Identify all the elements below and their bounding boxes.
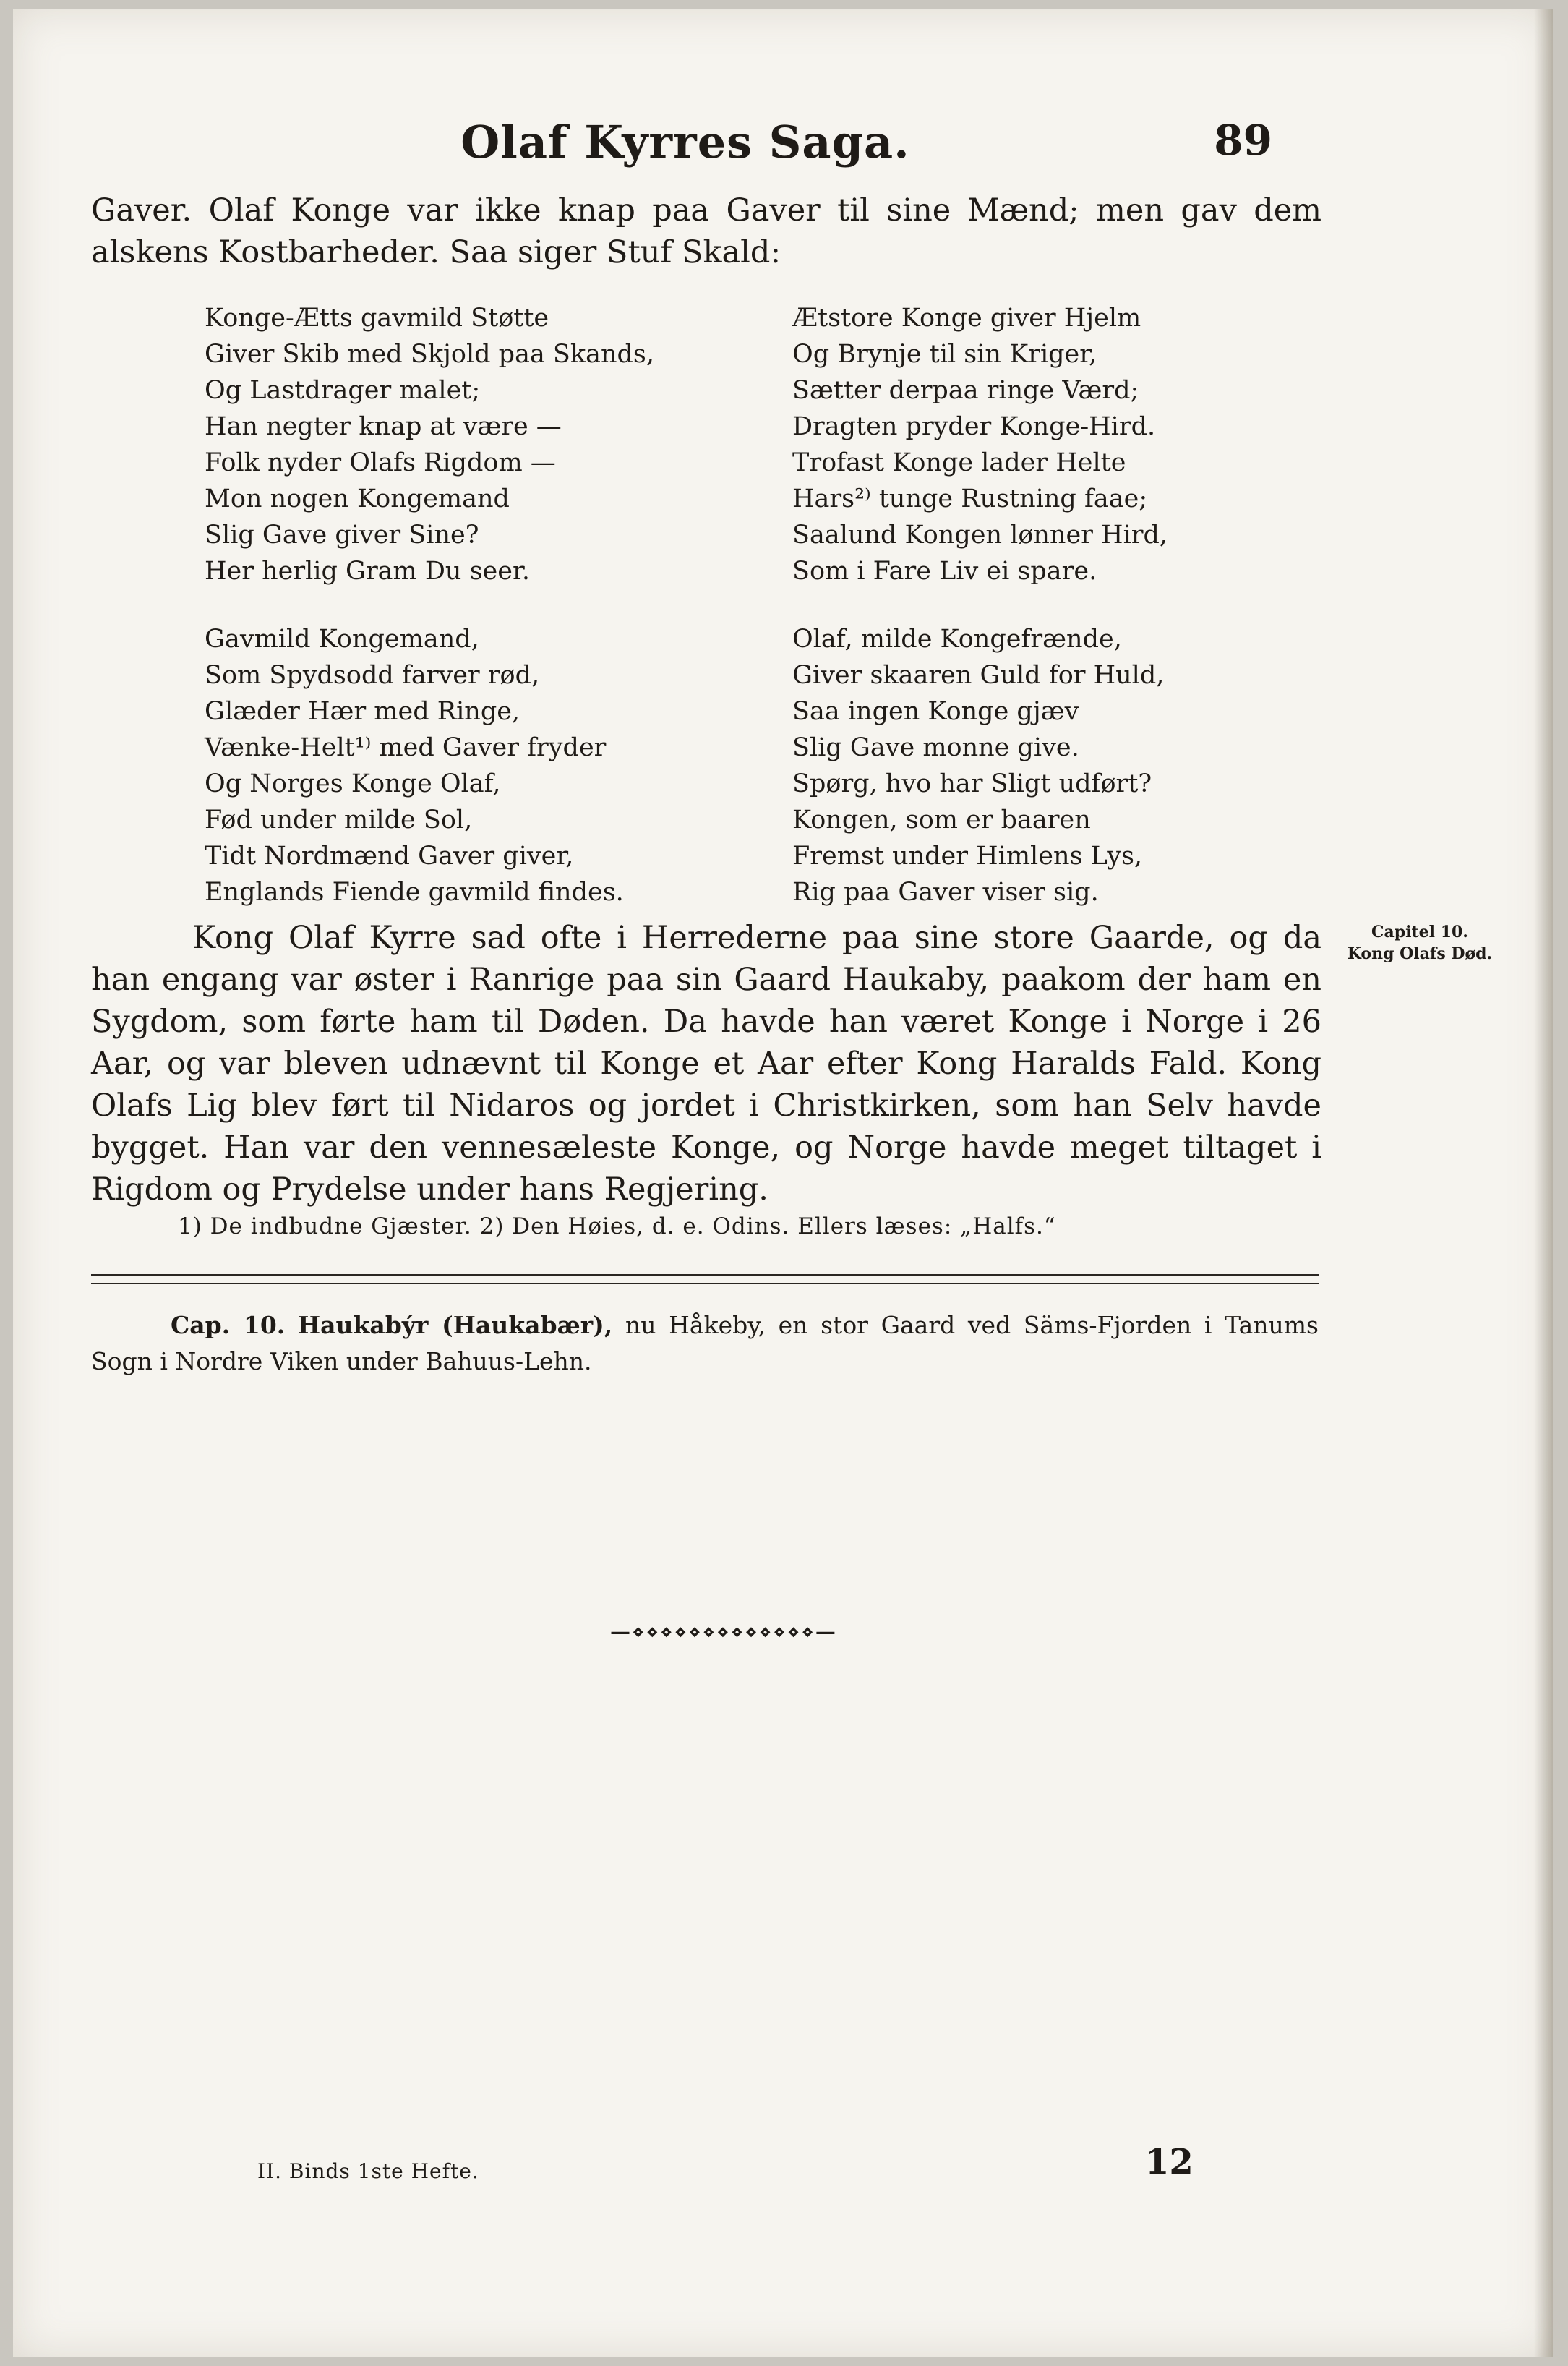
poem-line: Hars²⁾ tunge Rustning faae; <box>792 484 1148 513</box>
poem-stanza-left-2 <box>205 621 654 910</box>
poem-line: Gavmild Kongemand, <box>205 625 479 654</box>
chapter-note-name: Haukabýr (Haukabær), <box>297 1311 613 1339</box>
poem-line: Saa ingen Konge gjæv <box>792 697 1079 726</box>
poem-stanza-right-1 <box>792 300 1168 589</box>
poem-line: Slig Gave giver Sine? <box>205 521 479 550</box>
poem-left-column <box>205 300 654 942</box>
poem-line: Trofast Konge lader Helte <box>792 448 1126 477</box>
poem-line: Englands Fiende gavmild findes. <box>205 878 624 907</box>
poem-line: Og Lastdrager malet; <box>205 376 481 405</box>
margin-note-title: Kong Olafs Død. <box>1347 944 1493 963</box>
signature-mark: II. Binds 1ste Hefte. <box>257 2159 479 2183</box>
poem-line: Fremst under Himlens Lys, <box>792 842 1143 871</box>
poem-line: Og Brynje til sin Kriger, <box>792 340 1097 369</box>
poem-line: Rig paa Gaver viser sig. <box>792 878 1099 907</box>
poem-line: Spørg, hvo har Sligt udført? <box>792 769 1152 798</box>
poem-line: Folk nyder Olafs Rigdom — <box>205 448 556 477</box>
book-page <box>13 9 1553 2357</box>
poem-line: Ætstore Konge giver Hjelm <box>792 304 1141 333</box>
poem-line: Tidt Nordmænd Gaver giver, <box>205 842 574 871</box>
signature-number: 12 <box>1145 2142 1194 2182</box>
poem-line: Og Norges Konge Olaf, <box>205 769 501 798</box>
poem-line: Vænke-Helt¹⁾ med Gaver fryder <box>205 733 607 762</box>
page-number: 89 <box>1214 116 1272 165</box>
footnotes: 1) De indbudne Gjæster. 2) Den Høies, d. e. Odins. Ellers læses: „Halfs.“ <box>178 1213 1056 1239</box>
poem-line: Som i Fare Liv ei spare. <box>792 557 1097 586</box>
poem-line: Som Spydsodd farver rød, <box>205 661 540 690</box>
poem-line: Giver skaaren Guld for Huld, <box>792 661 1165 690</box>
poem-stanza-right-2 <box>792 621 1168 910</box>
poem-line: Dragten pryder Konge-Hird. <box>792 412 1156 441</box>
poem-line: Mon nogen Kongemand <box>205 484 510 513</box>
main-paragraph: Kong Olaf Kyrre sad ofte i Herrederne paa sine store Gaarde, og da han engang var øster i Ranrige paa sin Gaard Haukaby, paakom der ham en Sygdom, som førte ham til Døden. Da havde han været Konge i Norge i 26 Aar, og var bleven udnævnt til Konge et Aar efter Kong Haralds Fald. Kong Olafs Lig blev ført til Nidaros og jordet i Christkirken, som han Selv havde bygget. Han var den vennesæleste Konge, og Norge havde meget tiltaget i Rigdom og Prydelse under hans Regjering. <box>91 920 1321 1208</box>
chapter-note <box>91 1307 1319 1380</box>
poem-stanza-left-1 <box>205 300 654 589</box>
poem-line: Her herlig Gram Du seer. <box>205 557 530 586</box>
poem-line: Sætter derpaa ringe Værd; <box>792 376 1139 405</box>
poem-line: Giver Skib med Skjold paa Skands, <box>205 340 655 369</box>
running-title: Olaf Kyrres Saga. <box>460 116 910 168</box>
poem-line: Slig Gave monne give. <box>792 733 1079 762</box>
ornament-divider: —⋄⋄⋄⋄⋄⋄⋄⋄⋄⋄⋄⋄⋄— <box>610 1620 837 1644</box>
margin-note-chapter: Capitel 10. <box>1371 923 1468 941</box>
poem-line: Olaf, milde Kongefrænde, <box>792 625 1122 654</box>
poem-line: Saalund Kongen lønner Hird, <box>792 521 1168 550</box>
poem-line: Kongen, som er baaren <box>792 806 1091 834</box>
divider-rule-bottom <box>91 1283 1319 1284</box>
chapter-note-text: nu Håkeby, en stor Gaard ved Säms-Fjorden i Tanums Sogn i Nordre Viken under Bahuus-Lehn. <box>91 1311 1319 1375</box>
poem-right-column <box>792 300 1168 942</box>
poem-line: Glæder Hær med Ringe, <box>205 697 520 726</box>
poem-line: Konge-Ætts gavmild Støtte <box>205 304 549 333</box>
poem-line: Fød under milde Sol, <box>205 806 473 834</box>
divider-rule-top <box>91 1274 1319 1276</box>
intro-paragraph: Gaver. Olaf Konge var ikke knap paa Gaver til sine Mænd; men gav dem alskens Kostbarheder. Saa siger Stuf Skald: <box>91 192 1321 270</box>
poem-line: Han negter knap at være — <box>205 412 562 441</box>
chapter-note-label: Cap. 10. <box>171 1311 286 1339</box>
margin-note <box>1326 921 1514 965</box>
